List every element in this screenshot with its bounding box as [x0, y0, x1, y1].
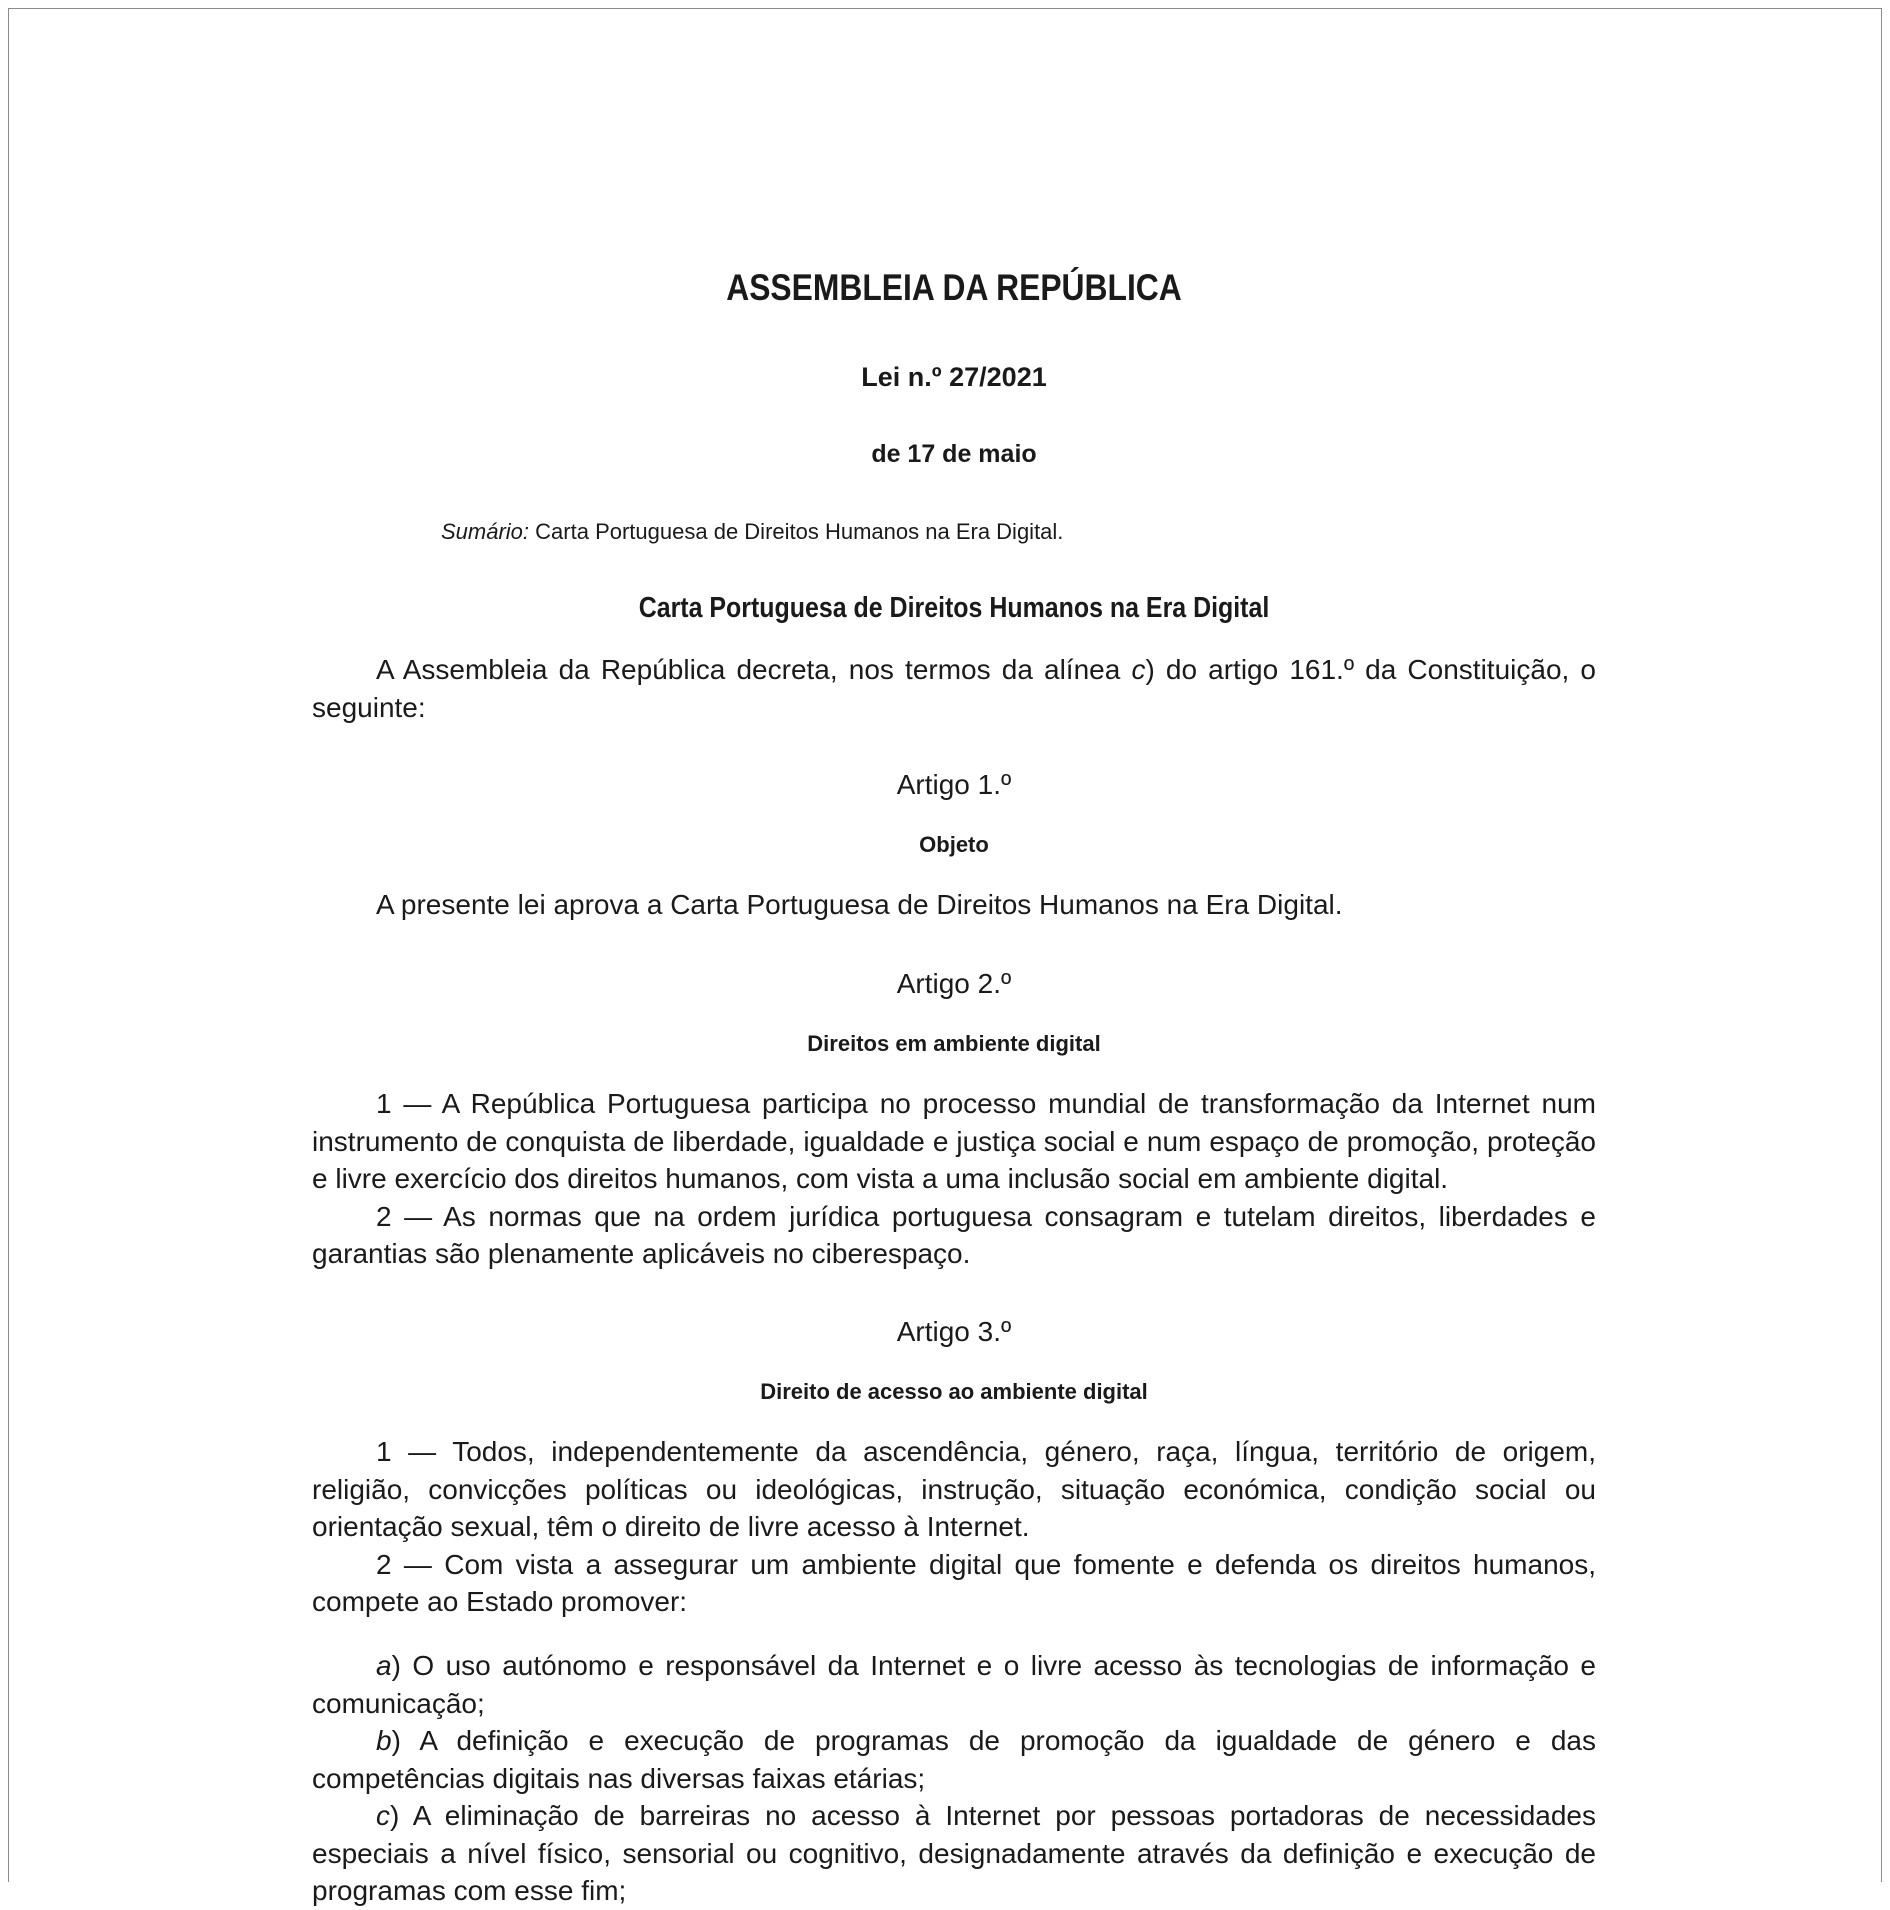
article-2	[312, 967, 1596, 1001]
item-text: ) A eliminação de barreiras no acesso à Internet por pessoas portadoras de necessidades especiais a nível físico, sensorial ou cognitivo, designadamente através da definição e execução de programas com esse fim;	[312, 1800, 1596, 1906]
article-2-heading-wrap	[312, 1030, 1596, 1058]
item-letter: b	[376, 1725, 392, 1756]
article-1	[312, 768, 1596, 802]
charter-title: Carta Portuguesa de Direitos Humanos na Era Digital	[638, 592, 1270, 624]
article-heading: Direitos em ambiente digital	[807, 1031, 1101, 1056]
list-item	[312, 1797, 1596, 1910]
article-2-body	[312, 1085, 1596, 1273]
item-letter: a	[376, 1650, 392, 1681]
article-paragraph: 2 — Com vista a assegurar um ambiente digital que fomente e defenda os direitos humanos, compete ao Estado promover:	[312, 1548, 1596, 1617]
article-paragraph: A presente lei aprova a Carta Portuguesa de Direitos Humanos na Era Digital.	[376, 889, 1343, 920]
law-number: Lei n.º 27/2021	[861, 362, 1047, 392]
article-3-body	[312, 1433, 1596, 1621]
item-letter: c	[376, 1800, 390, 1831]
article-1-body	[312, 886, 1596, 924]
institution-title: ASSEMBLEIA DA REPÚBLICA	[726, 267, 1182, 308]
preamble	[312, 651, 1596, 726]
article-heading: Objeto	[919, 832, 989, 857]
article-paragraph: 2 — As normas que na ordem jurídica portuguesa consagram e tutelam direitos, liberdades e garantias são plenamente aplicáveis no ciberespaço.	[312, 1200, 1596, 1269]
article-number: Artigo 3.º	[896, 1316, 1012, 1347]
list-item	[312, 1722, 1596, 1797]
item-text: ) O uso autónomo e responsável da Internet e o livre acesso às tecnologias de informação e comunicação;	[312, 1650, 1596, 1719]
article-number: Artigo 2.º	[896, 968, 1012, 999]
summary-text: Carta Portuguesa de Direitos Humanos na Era Digital.	[529, 519, 1064, 544]
preamble-text-2: ) do artigo 161.º da Constituição, o seguinte:	[312, 654, 1596, 723]
article-3-items	[312, 1647, 1596, 1910]
summary	[441, 518, 1063, 546]
item-text: ) A definição e execução de programas de promoção da igualdade de género e das competências digitais nas diversas faixas etárias;	[312, 1725, 1596, 1794]
article-paragraph: 1 — Todos, independentemente da ascendência, género, raça, língua, território de origem, religião, convicções políticas ou ideológicas, instrução, situação económica, condição social ou orientação sexual, têm o direito de livre acesso à Internet.	[312, 1436, 1596, 1542]
article-3	[312, 1315, 1596, 1349]
article-3-heading-wrap	[312, 1378, 1596, 1406]
law-date: de 17 de maio	[871, 440, 1037, 468]
article-paragraph: 1 — A República Portuguesa participa no processo mundial de transformação da Internet num instrumento de conquista de liberdade, igualdade e justiça social e num espaço de promoção, proteção e livre exercício dos direitos humanos, com vista a uma inclusão social em ambiente digital.	[312, 1088, 1596, 1194]
list-item	[312, 1647, 1596, 1722]
preamble-paragraph	[312, 651, 1596, 726]
summary-label: Sumário:	[441, 519, 530, 544]
article-heading: Direito de acesso ao ambiente digital	[760, 1379, 1148, 1404]
article-1-heading-wrap	[312, 831, 1596, 859]
preamble-text-1: A Assembleia da República decreta, nos termos da alínea	[376, 654, 1132, 685]
preamble-italic: c	[1131, 654, 1146, 685]
article-number: Artigo 1.º	[896, 769, 1012, 800]
